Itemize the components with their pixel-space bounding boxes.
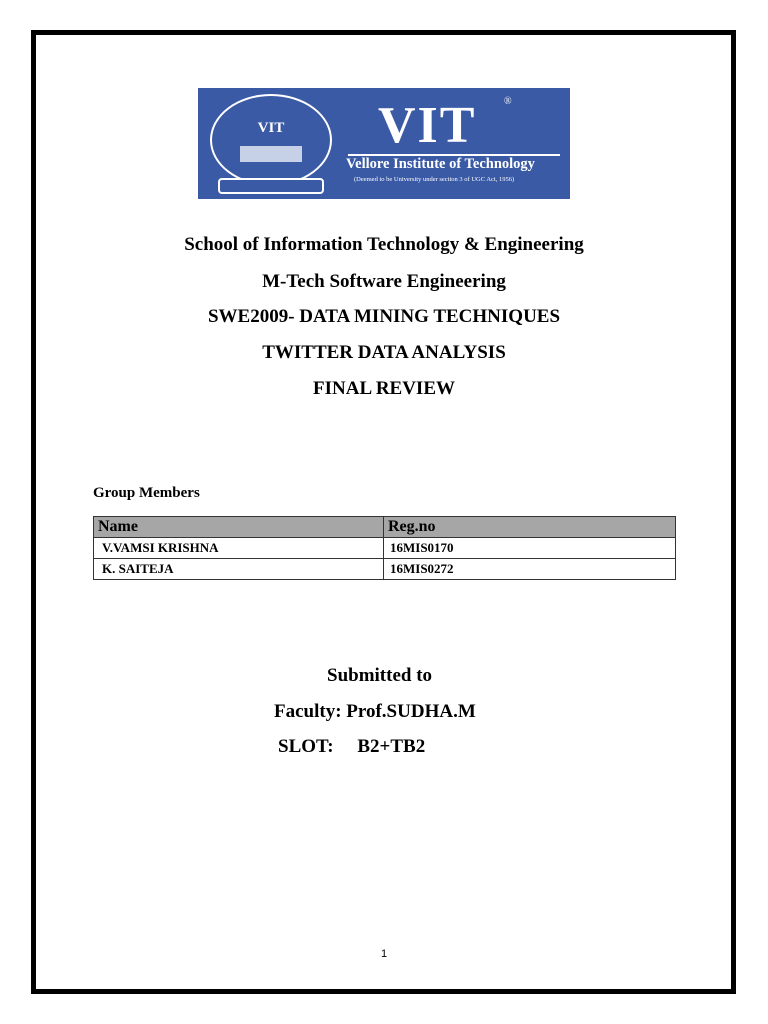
group-members-table [93,516,676,580]
member-name: V.VAMSI KRISHNA [94,538,384,559]
project-title: TWITTER DATA ANALYSIS [262,342,506,363]
submitted-to-label: Submitted to [327,665,433,686]
registered-mark: ® [504,96,512,107]
seal-icon [210,94,332,186]
table-header-row [94,517,676,538]
school-name: School of Information Technology & Engineering [184,234,584,255]
seal-building-icon [240,146,302,162]
member-regno: 16MIS0170 [384,538,676,559]
vit-logo [198,88,570,199]
page-number: 1 [380,948,388,960]
program-name: M-Tech Software Engineering [262,271,506,292]
slot-line: SLOT: B2+TB2 [278,736,426,757]
table-row [94,559,676,580]
column-header-name: Name [94,517,384,538]
seal-ribbon-icon [218,178,324,194]
seal-vit-text: VIT [257,120,285,136]
logo-wordmark: VIT [378,97,477,154]
member-name: K. SAITEJA [94,559,384,580]
review-title: FINAL REVIEW [313,378,455,399]
column-header-regno: Reg.no [384,517,676,538]
logo-institute-name: Vellore Institute of Technology [346,156,535,172]
course-name: SWE2009- DATA MINING TECHNIQUES [207,306,561,327]
table-row [94,538,676,559]
group-members-heading: Group Members [93,485,200,501]
member-regno: 16MIS0272 [384,559,676,580]
faculty-line: Faculty: Prof.SUDHA.M [274,701,476,722]
logo-subtitle: (Deemed to be University under section 3 of UGC Act, 1956) [354,176,515,183]
